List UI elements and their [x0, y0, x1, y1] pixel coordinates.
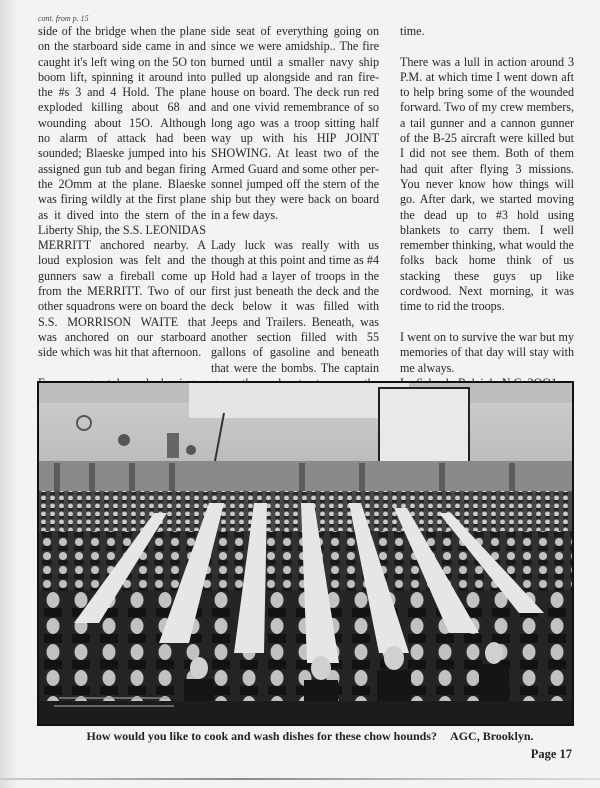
skylight	[189, 383, 409, 418]
mess-hall-photo	[37, 381, 574, 726]
photo-illustration	[39, 383, 572, 724]
page-bottom-edge	[0, 778, 600, 780]
paragraph: side seat of everything going on since we were amidship.. The fire burned until a smaller navy ship pulled up alongside and ran fire-house on board. The deck run red and one vivid remembrance of so long ago was a troop sitting half way up with his HIP JOINT SHOWING. At least two of the Armed Guard and some other per-sonnel jumped off the stern of the ship but they were back on board in a few days.	[211, 24, 379, 222]
photo-caption	[40, 729, 580, 744]
paragraph: There was a lull in action around 3 P.M. at which time I went down aft to help bring some of the wounded forward. Two of my crew members, a tail gunner and a cannon gunner of the B-25 aircraft were killed but I did not see them. Both of them had quit after flying 3 missions. You never know how things will go. After dark, we started moving the dead up to #3 hold using blankets to carry them. I well remember thinking, what would the folks back home think of us stacking these guys up like cordwood. Next morning, it was time to rid the troops.	[400, 54, 574, 314]
paragraph: time.	[400, 24, 425, 38]
page-number: Page 17	[530, 747, 572, 761]
paragraph: side of the bridge when the plane on the starboard side came in and caught it's left wing on the 5O ton boom lift, spinning it around into the #s 3 and 4 Hold. The plane exploded killing about 68 and wounding about 15O. Although no alarm of attack had been sounded; Blaeske jumped into his assigned gun tub and began firing the 2Omm at the plane. Blaeske was firing wildly at the first plane as it dived into the stern of the Liberty Ship, the S.S. LEONIDAS MERRITT anchored nearby. A loud explosion was felt and the gunners saw a fireball come up from the MERRITT. Two of our other squadrons were on board the S.S. MORRISON WAITE that was anchored on our starboard side which was hit that afternoon.	[38, 24, 206, 360]
wreath-decoration	[118, 434, 130, 446]
paragraph: Lady luck was really with us though at this point and time as #4 Hold had a layer of troops in the first just beneath the deck and the deck below it was filled with Jeeps and Trailers. Beneath, was another section filled with 55 gallons of gasoline and beneath that were the bombs. The captain	[211, 238, 379, 375]
caption-credit: AGC, Brooklyn.	[450, 729, 534, 743]
paragraph: I went on to survive the war but my memories of that day will stay with me always.	[400, 329, 574, 375]
text-column-2	[211, 24, 379, 406]
caption-text: How would you like to cook and wash dishes for these chow hounds?	[86, 729, 438, 743]
continued-from-note: cont. from p. 15	[38, 14, 89, 23]
text-column-1	[38, 24, 206, 391]
page-binding-shadow	[0, 0, 18, 788]
text-column-3	[400, 24, 574, 391]
wreath-decoration	[186, 445, 196, 455]
